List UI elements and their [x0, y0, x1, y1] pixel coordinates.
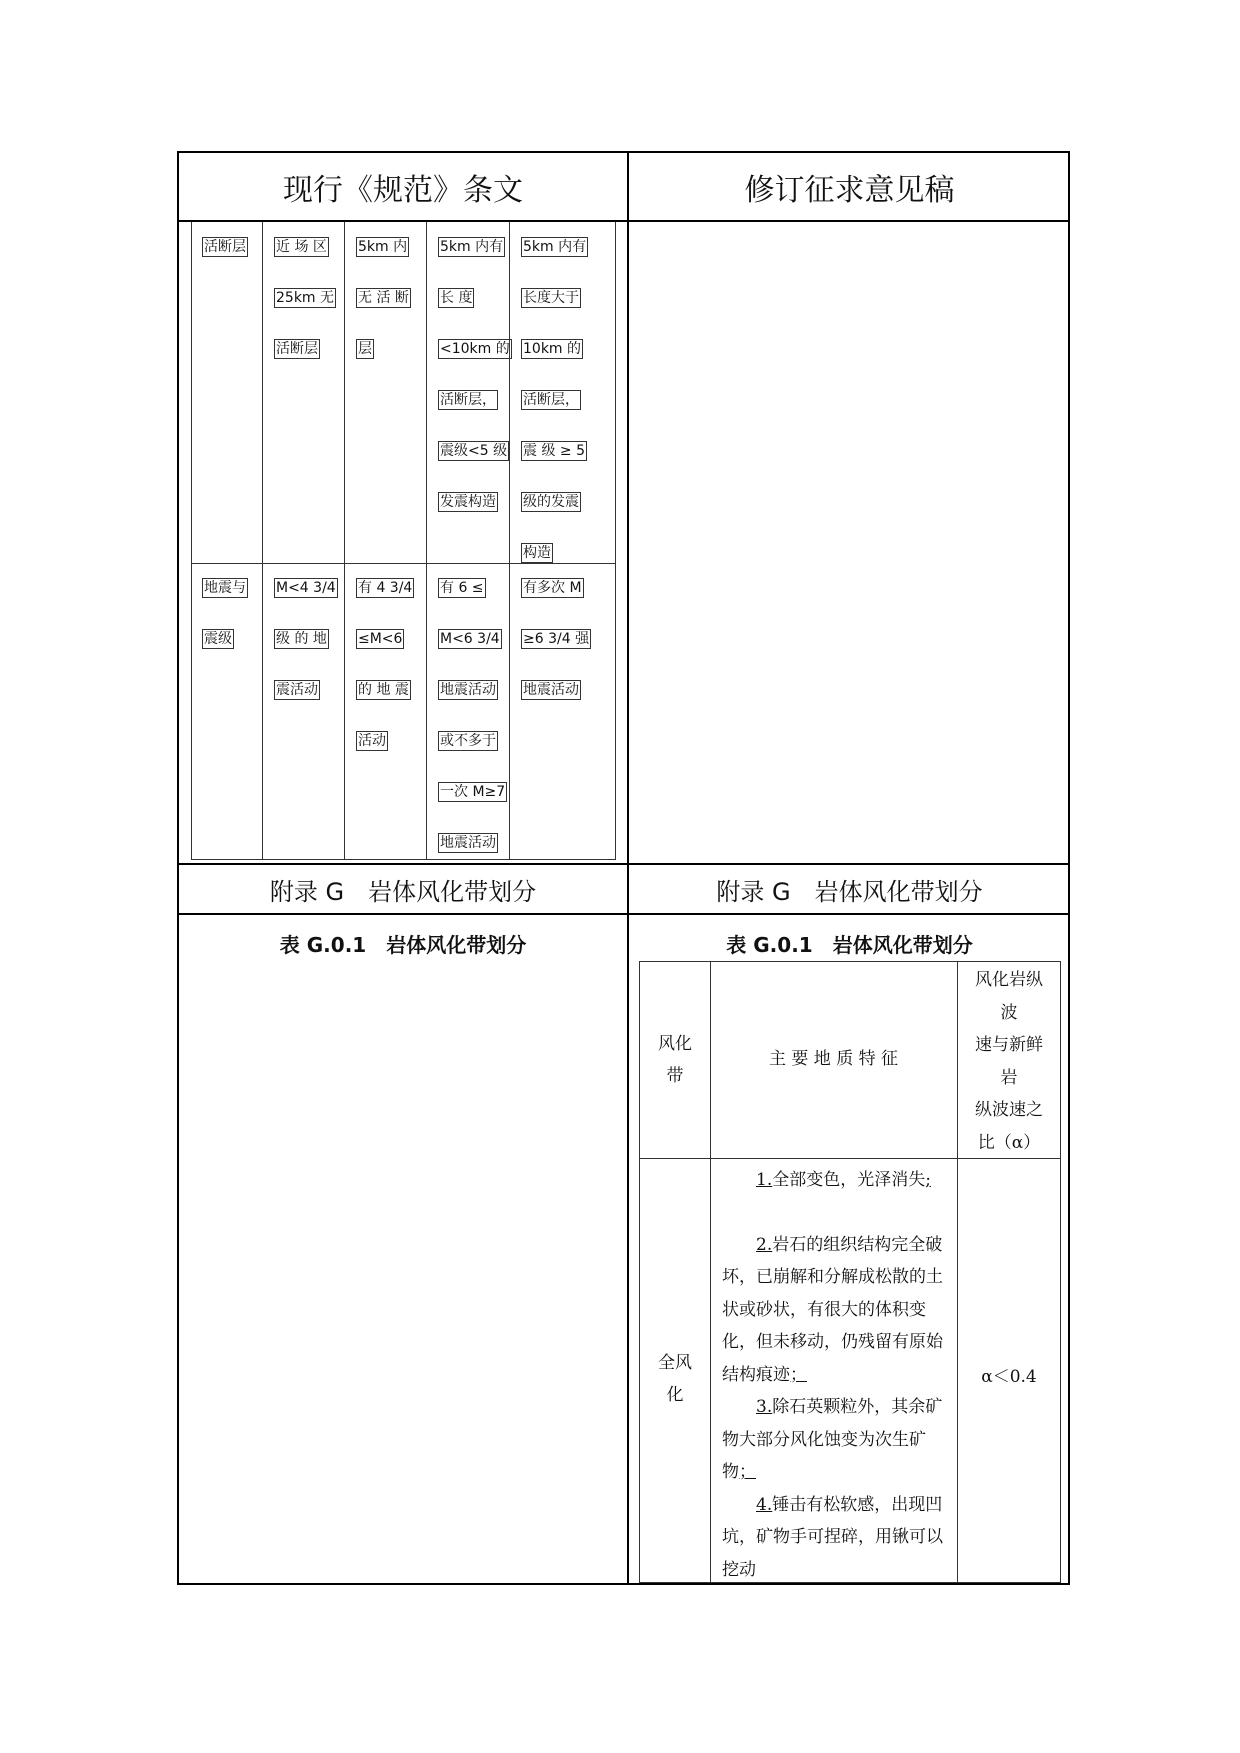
ratio-full-weathered: α＜0.4 [981, 1367, 1037, 1387]
seismic-row2-c1: M<4 3/4 级 的 地 震活动 [276, 580, 336, 698]
appendix-heading-left: 附录 G 岩体风化带划分 [269, 877, 537, 906]
seismic-row1-c3: 5km 内有 长 度 <10km 的 活断层， 震级<5 级 发震构造 [440, 239, 510, 510]
seismic-table [191, 222, 616, 860]
header-ratio: 风化岩纵 波 速与新鲜 岩 纵波速之 比（α） [975, 970, 1043, 1153]
seismic-row2-c3: 有 6 ≤ M<6 3/4 地震活动 或不多于 一次 M≥7 地震活动 [440, 580, 506, 851]
header-revision-draft: 修订征求意见稿 [744, 172, 955, 208]
seismic-row1-c4: 5km 内有 长度大于 10km 的 活断层， 震 级 ≥ 5 级的发震 构造 [523, 239, 587, 561]
seismic-col-divider [262, 222, 263, 859]
table-title-right: 表 G.0.1 岩体风化带划分 [726, 933, 973, 957]
seismic-row2-c4: 有多次 M ≥6 3/4 强 地震活动 [523, 580, 590, 698]
seismic-row1-c1: 近 场 区 25km 无 活断层 [276, 239, 335, 357]
feature-item: 2.岩石的组织结构完全破坏，已崩解和分解成松散的土状或砂状，有很大的体积变化，但未移动，仍残留有原始结构痕迹； [722, 1234, 943, 1385]
seismic-col-divider [426, 222, 427, 859]
feature-item: 1.全部变色，光泽消失; [756, 1170, 931, 1190]
weathering-table [639, 961, 1061, 1583]
seismic-row2-c2: 有 4 3/4 ≤M<6 的 地 震 活动 [358, 580, 413, 749]
header-features: 主 要 地 质 特 征 [768, 1049, 899, 1069]
feature-item: 4.锤击有松软感，出现凹坑，矿物手可捏碎，用锹可以挖动 [722, 1494, 943, 1580]
zone-full-weathered: 全风 化 [658, 1353, 692, 1405]
seismic-row1-c2: 5km 内 无 活 断 层 [358, 239, 409, 357]
seismic-row2-label: 地震与 震级 [204, 580, 246, 647]
features-full-weathered [722, 1164, 946, 1586]
seismic-col-divider [509, 222, 510, 859]
seismic-col-divider [344, 222, 345, 859]
header-zone: 风化 带 [658, 1034, 692, 1086]
header-current-code: 现行《规范》条文 [283, 172, 523, 208]
appendix-heading-right: 附录 G 岩体风化带划分 [716, 877, 983, 906]
seismic-row1-label: 活断层 [204, 239, 246, 255]
row-divider [179, 913, 1068, 915]
table-title-left: 表 G.0.1 岩体风化带划分 [279, 933, 527, 957]
comparison-table [177, 151, 1070, 1585]
feature-item: 3.除石英颗粒外，其余矿物大部分风化蚀变为次生矿物； [722, 1397, 943, 1482]
